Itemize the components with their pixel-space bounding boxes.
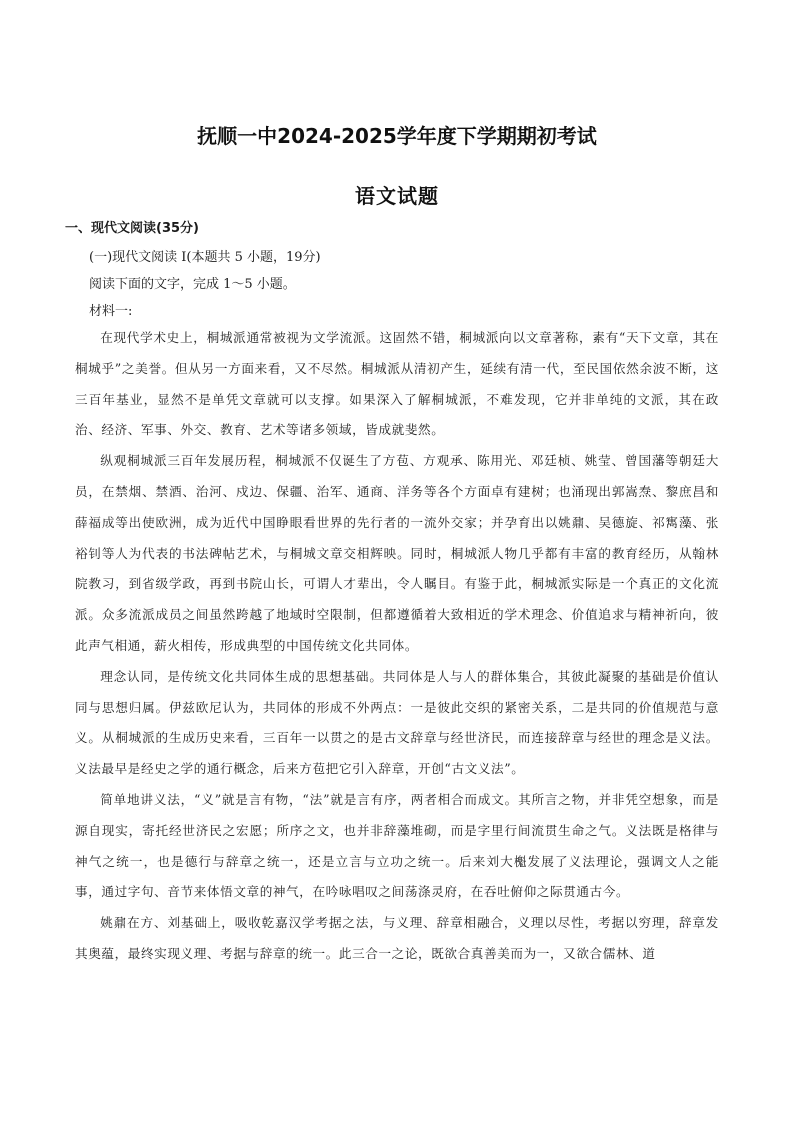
reading-instruction: 阅读下面的文字，完成 1～5 小题。: [89, 277, 296, 292]
document-title: 抚顺一中2024-2025学年度下学期期初考试: [197, 124, 597, 148]
passage-paragraph: 简单地讲义法，“义”就是言有物，“法”就是言有序，两者相合而成文。其所言之物，并非凭空想象，而是源自现实，寄托经世济民之宏愿；所序之文，也并非辞藻堆砌，而是字里行间流贯生命之气。义法既是格律与神气之统一，也是德行与辞章之统一，还是立言与立功之统一。后来刘大櫆发展了义法理论，强调文人之能事，通过字句、音节来体悟文章的神气，在吟咏唱叹之间荡涤灵府，在吞吐俯仰之际贯通古今。: [75, 791, 719, 900]
passage-paragraph: 理念认同，是传统文化共同体生成的思想基础。共同体是人与人的群体集合，其彼此凝聚的基础是价值认同与思想归属。伊兹欧尼认为，共同体的形成不外两点：一是彼此交织的紧密关系，二是共同的价值规范与意义。从桐城派的生成历史来看，三百年一以贯之的是古文辞章与经世济民，而连接辞章与经世的理念是义法。义法最早是经史之学的通行概念，后来方苞把它引入辞章，开创“古文义法”。: [75, 668, 719, 777]
material-label: 材料一:: [89, 304, 133, 319]
section-subheading: (一)现代文阅读 I(本题共 5 小题，19分): [89, 250, 321, 265]
section-heading: 一、现代文阅读(35分): [65, 221, 199, 236]
passage-body: [75, 323, 719, 970]
passage-paragraph: 姚鼐在方、刘基础上，吸收乾嘉汉学考据之法，与义理、辞章相融合，义理以尽性，考据以穷理，辞章发其奥蕴，最终实现义理、考据与辞章的统一。此三合一之论，既欲合真善美而为一，又欲合儒林、道: [75, 915, 719, 961]
document-subtitle: 语文试题: [355, 184, 439, 208]
passage-paragraph: 在现代学术史上，桐城派通常被视为文学流派。这固然不错，桐城派向以文章著称，素有“天下文章，其在桐城乎”之美誉。但从另一方面来看，又不尽然。桐城派从清初产生，延续有清一代，至民国依然余波不断，这三百年基业，显然不是单凭文章就可以支撑。如果深入了解桐城派，不难发现，它并非单纯的文派，其在政治、经济、军事、外交、教育、艺术等诸多领域，皆成就斐然。: [75, 330, 719, 438]
passage-paragraph: 纵观桐城派三百年发展历程，桐城派不仅诞生了方苞、方观承、陈用光、邓廷桢、姚莹、曾国藩等朝廷大员，在禁烟、禁酒、治河、戍边、保疆、治军、通商、洋务等各个方面卓有建树；也涌现出郭嵩焘、黎庶昌和薛福成等出使欧洲，成为近代中国睁眼看世界的先行者的一流外交家；并孕育出以姚鼐、吴德旋、祁寯藻、张裕钊等人为代表的书法碑帖艺术，与桐城文章交相辉映。同时，桐城派人物几乎都有丰富的教育经历，从翰林院教习，到省级学政，再到书院山长，可谓人才辈出，令人瞩目。有鉴于此，桐城派实际是一个真正的文化流派。众多流派成员之间虽然跨越了地域时空限制，但都遵循着大致相近的学术理念、价值追求与精神祈向，彼此声气相通，薪火相传，形成典型的中国传统文化共同体。: [75, 453, 719, 653]
